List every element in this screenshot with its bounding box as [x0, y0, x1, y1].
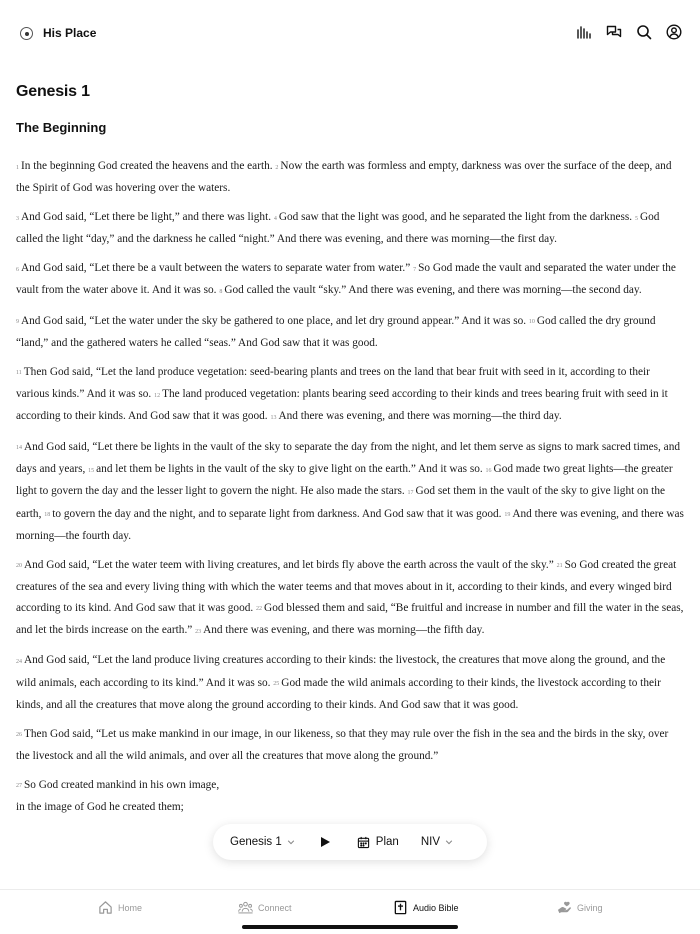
- paragraph: [16, 555, 684, 643]
- verse-number: 10: [528, 319, 535, 326]
- verse-number: 23: [195, 628, 202, 635]
- verse[interactable]: And God said, “Let there be light,” and there was light.: [21, 211, 274, 224]
- verse[interactable]: God called the light “day,” and the darkness he called “night.” And there was evening, and there was morning—the first day.: [16, 211, 660, 246]
- chapter-select[interactable]: [230, 836, 295, 848]
- verse-number: 12: [154, 392, 161, 399]
- verse[interactable]: to govern the day and the night, and to separate light from darkness. And God saw that it was good.: [52, 507, 505, 520]
- verse[interactable]: God made two great lights—the greater light to govern the day and the lesser light to govern the night. He also made the stars.: [16, 463, 673, 498]
- verse[interactable]: God set them in the vault of the sky to give light on the earth,: [16, 485, 665, 520]
- paragraph: [16, 258, 684, 303]
- tab-audio-bible-label: Audio Bible: [413, 902, 459, 913]
- paragraph: [16, 362, 684, 429]
- verse-number: 3: [16, 215, 19, 222]
- verse-number: 27: [16, 783, 22, 790]
- verse[interactable]: God made the wild animals according to their kinds, the livestock according to their kinds, and all the creatures that move along the ground according to their kinds. And God saw that it was good.: [16, 676, 661, 712]
- plan-label: Plan: [375, 836, 399, 848]
- verse-number: 6: [16, 266, 19, 273]
- verse[interactable]: Now the earth was formless and empty, darkness was over the surface of the deep, and the Spirit of God was hovering over the waters.: [16, 160, 672, 195]
- section-title: The Beginning: [16, 120, 107, 135]
- version-select-label: NIV: [420, 836, 440, 848]
- verse[interactable]: God called the dry ground “land,” and the gathered waters he called “seas.” And God saw that it was good.: [16, 314, 656, 350]
- verse[interactable]: and let them be lights in the vault of the sky to give light on the earth.” And it was so.: [96, 463, 486, 476]
- chevron-down-icon: [287, 838, 295, 846]
- verse[interactable]: Then God said, “Let us make mankind in our image, in our likeness, so that they may rule over the fish in the sea and the birds in the sky, over the livestock and all the wild animals, and over all the creatures that move along the ground.”: [16, 727, 669, 763]
- verse-number: 25: [273, 681, 280, 688]
- play-icon[interactable]: [319, 836, 331, 848]
- plan-button[interactable]: [357, 836, 399, 849]
- verse[interactable]: And there was evening, and there was morning—the third day.: [278, 410, 562, 423]
- verse[interactable]: And there was evening, and there was morning—the fourth day.: [16, 507, 684, 542]
- profile-icon[interactable]: [666, 24, 682, 40]
- chevron-down-icon: [445, 838, 453, 846]
- giving-hand-icon: [557, 900, 572, 915]
- people-icon: [238, 900, 253, 915]
- verse-number: 26: [16, 732, 22, 739]
- verse[interactable]: And God said, “Let the water under the sky be gathered to one place, and let dry ground appear.” And it was so.: [21, 314, 529, 327]
- tab-giving-label: Giving: [577, 902, 603, 913]
- tab-giving[interactable]: [557, 900, 603, 915]
- paragraph: [16, 311, 684, 354]
- tab-connect-label: Connect: [258, 902, 292, 913]
- audio-levels-icon[interactable]: [576, 24, 592, 40]
- verse-number: 11: [16, 370, 22, 377]
- verse[interactable]: God blessed them and said, “Be fruitful and increase in number and fill the water in the seas, and let the birds increase on the earth.”: [16, 601, 684, 637]
- verse[interactable]: And God said, “Let the water teem with living creatures, and let birds fly above the earth across the vault of the sky.”: [24, 558, 557, 571]
- app-logo-icon: [20, 27, 33, 40]
- verse[interactable]: God saw that the light was good, and he separated the light from the darkness.: [278, 211, 635, 224]
- poem-line[interactable]: in the image of God he created them;: [16, 801, 184, 814]
- paragraph: [16, 156, 684, 199]
- chapter-title: Genesis 1: [16, 83, 90, 100]
- paragraph: [16, 650, 684, 715]
- calendar-icon: [357, 836, 370, 849]
- version-select[interactable]: [421, 836, 453, 848]
- verse-text: [16, 156, 684, 818]
- verse-number: 8: [219, 288, 223, 295]
- verse[interactable]: Then God said, “Let the land produce vegetation: seed-bearing plants and trees on the land that bear fruit with seed in it, according to their various kinds.” And it was so.: [16, 365, 650, 401]
- chat-bubbles-icon[interactable]: [606, 24, 622, 40]
- verse-number: 1: [16, 164, 19, 171]
- verse[interactable]: And God said, “Let the land produce living creatures according to their kinds: the livestock, the creatures that move along the ground, and the wild animals, each according to its kind.” And it was so.: [16, 654, 666, 689]
- verse[interactable]: So God created mankind in his own image,: [24, 778, 220, 791]
- home-icon: [98, 900, 113, 915]
- verse-number: 19: [504, 512, 511, 519]
- verse-number: 20: [16, 563, 22, 570]
- poetry-paragraph: [16, 775, 684, 818]
- tab-audio-bible[interactable]: [393, 900, 459, 915]
- search-icon[interactable]: [636, 24, 652, 40]
- verse-number: 24: [16, 658, 22, 665]
- verse-number: 7: [413, 266, 417, 273]
- verse[interactable]: The land produced vegetation: plants bearing seed according to their kinds and trees bearing fruit with seed in it according to their kinds. And God saw that it was good.: [16, 388, 668, 423]
- top-bar: [0, 0, 700, 66]
- verse-number: 14: [16, 445, 22, 452]
- bible-icon: [393, 900, 408, 915]
- verse[interactable]: In the beginning God created the heavens and the earth.: [21, 160, 276, 172]
- reader-content: [16, 82, 684, 826]
- verse[interactable]: And God said, “Let there be a vault between the waters to separate water from water.”: [21, 262, 414, 275]
- verse-number: 22: [256, 606, 263, 613]
- verse[interactable]: So God made the vault and separated the water under the vault from the water above it. And it was so.: [16, 262, 676, 297]
- verse-number: 5: [634, 215, 638, 222]
- home-indicator: [242, 925, 458, 929]
- tab-home[interactable]: [98, 900, 142, 915]
- paragraph: [16, 207, 684, 250]
- verse-number: 18: [44, 512, 51, 519]
- verse-number: 2: [275, 164, 279, 171]
- paragraph: [16, 437, 684, 547]
- chapter-select-label: Genesis 1: [230, 836, 282, 848]
- top-toolbar: [576, 24, 682, 40]
- verse[interactable]: God called the vault “sky.” And there was evening, and there was morning—the second day.: [224, 284, 642, 297]
- verse-number: 15: [88, 467, 95, 474]
- verse[interactable]: And there was evening, and there was morning—the fifth day.: [203, 624, 485, 637]
- verse-number: 13: [270, 414, 277, 421]
- verse[interactable]: And God said, “Let there be lights in the vault of the sky to separate the day from the night, and let them serve as signs to mark sacred times, and days and years,: [16, 440, 680, 476]
- verse-number: 4: [273, 215, 277, 222]
- verse[interactable]: So God created the great creatures of the sea and every living thing with which the water teems and that moves about in it, according to their kinds, and every winged bird according to its kind. And God saw that it was good.: [16, 558, 677, 614]
- audio-player-bar: [213, 824, 487, 860]
- verse-number: 9: [16, 319, 19, 326]
- tab-home-label: Home: [118, 902, 143, 913]
- paragraph: [16, 724, 684, 767]
- verse-number: 16: [485, 467, 492, 474]
- verse-number: 17: [407, 489, 414, 496]
- app-title: His Place: [43, 26, 97, 40]
- tab-connect[interactable]: [238, 900, 292, 915]
- poem-line: [16, 775, 684, 797]
- verse-number: 21: [556, 563, 563, 570]
